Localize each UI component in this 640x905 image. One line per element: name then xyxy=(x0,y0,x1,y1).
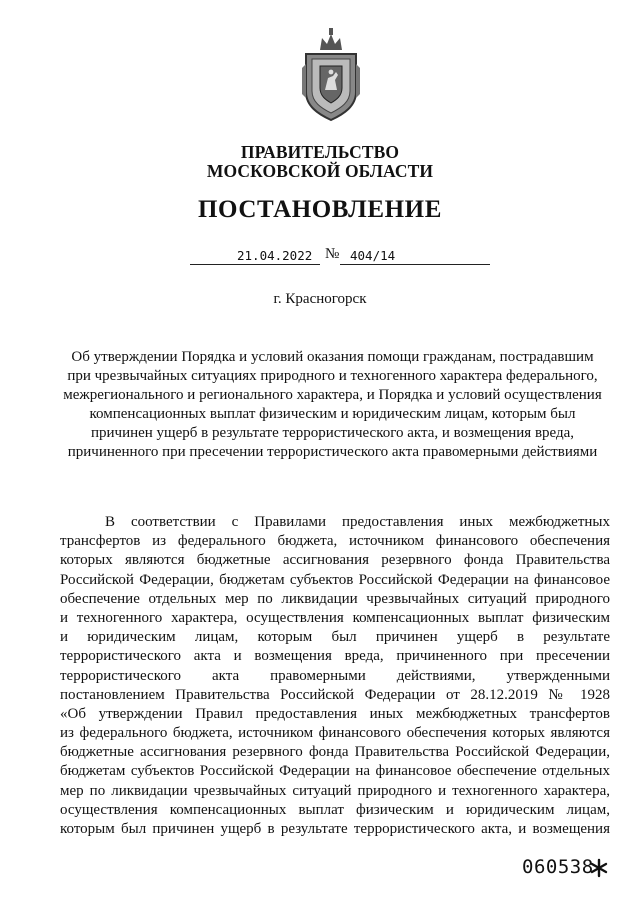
subject-line: компенсационных выплат физическим и юридическим лицам, которым был xyxy=(89,406,576,422)
body-line: постановлением Правительства Российской Федерации от 28.12.2019 № 1928 xyxy=(60,686,610,703)
document-number: 404/14 xyxy=(350,248,396,263)
body-line: мер по ликвидации чрезвычайных ситуаций природного и техногенного характера, xyxy=(60,782,610,799)
body-line: «Об утверждении Правил предоставления иных межбюджетных трансфертов xyxy=(60,705,610,722)
number-sign: № xyxy=(325,246,340,262)
body-line: террористического акта и возмещения вреда, причиненного при пресечении xyxy=(60,648,610,665)
org-name-line2: МОСКОВСКОЙ ОБЛАСТИ xyxy=(206,161,434,181)
body-line: Российской Федерации, бюджетам субъектов Российской Федерации на финансовое xyxy=(60,571,610,588)
document-subject xyxy=(60,348,605,462)
subject-line: межрегионального и регионального характера, и Порядка и условий осуществления xyxy=(63,387,602,403)
date-underline xyxy=(190,264,320,265)
document-type-title: ПОСТАНОВЛЕНИЕ xyxy=(197,196,443,223)
coat-of-arms-icon xyxy=(300,28,362,124)
subject-line: при чрезвычайных ситуациях природного и техногенного характера федерального, xyxy=(67,368,598,384)
body-line: бюджетные ассигнования резервного фонда Правительства Российской Федерации, xyxy=(60,744,610,761)
body-line: террористического акта правомерными действиями, утвержденными xyxy=(60,667,610,684)
date-number-line xyxy=(190,246,490,268)
body-line: которых являются бюджетные ассигнования резервного фонда Правительства xyxy=(60,552,610,569)
subject-line: причинен ущерб в результате террористического акта, и возмещения вреда, xyxy=(90,425,575,441)
city-name: г. Красногорск xyxy=(273,291,367,307)
org-name-line1: ПРАВИТЕЛЬСТВО xyxy=(240,142,400,162)
body-line: В соответствии с Правилами предоставления иных межбюджетных xyxy=(105,514,610,530)
body-line: которым был причинен ущерб в результате террористического акта, и возмещения xyxy=(60,821,610,837)
document-date: 21.04.2022 xyxy=(237,248,313,263)
body-line: и техногенного характера, осуществления компенсационных выплат физическим xyxy=(60,609,610,626)
body-line: осуществления компенсационных выплат физическим и юридическим лицам, xyxy=(60,801,610,818)
body-line: обеспечение отдельных мер по ликвидации чрезвычайных ситуаций природного xyxy=(60,590,610,607)
body-paragraph xyxy=(60,513,610,839)
subject-line: Об утверждении Порядка и условий оказания помощи гражданам, пострадавшим xyxy=(71,349,594,365)
body-line: из федерального бюджета, источником финансового обеспечения которых являются xyxy=(60,725,610,742)
body-line: трансфертов из федерального бюджета, источником финансового обеспечения xyxy=(60,533,610,550)
body-line: и юридическим лицам, которым был причинен ущерб в результате xyxy=(60,629,610,646)
body-line: бюджетам субъектов Российской Федерации на финансовое обеспечение отдельных xyxy=(60,763,610,780)
subject-line: причиненного при пресечении террористического акта правомерными действиями xyxy=(67,444,598,460)
number-underline xyxy=(340,264,490,265)
serial-number: 060538 xyxy=(522,856,594,878)
asterisk-icon xyxy=(589,858,609,878)
